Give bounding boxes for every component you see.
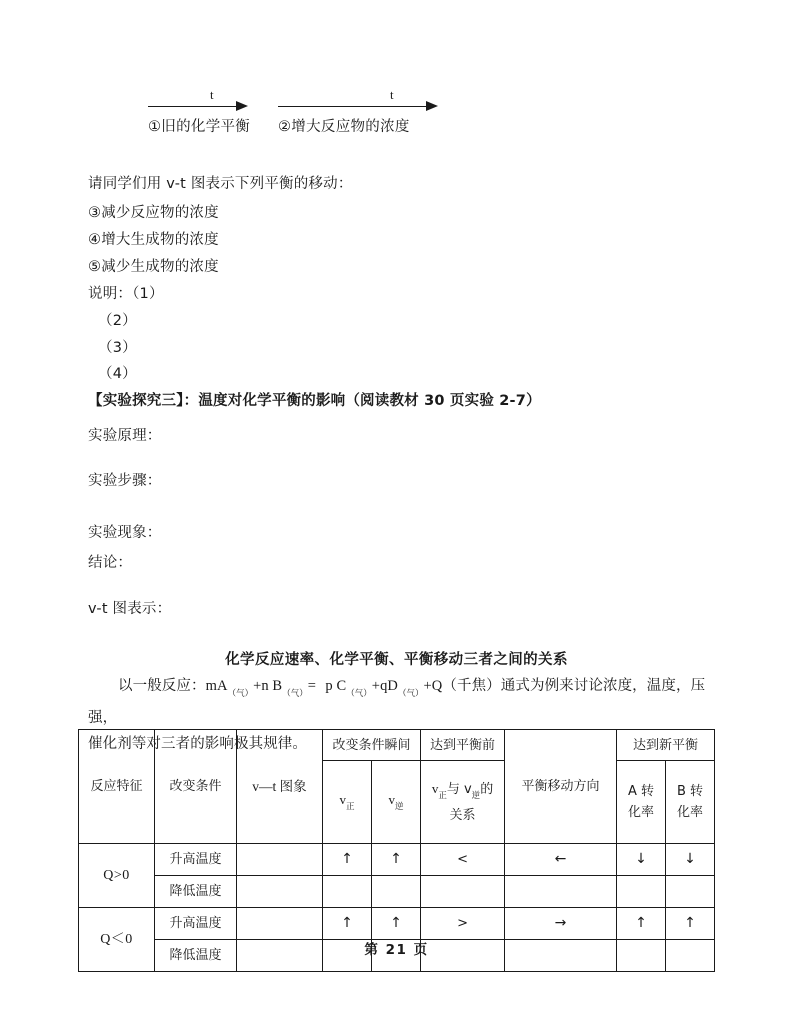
list-item-5: ⑤减少生成物的浓度 [88, 259, 219, 275]
cell-shift-direction: → [505, 908, 617, 940]
cell-condition: 升高温度 [155, 844, 237, 876]
cell-condition: 降低温度 [155, 940, 237, 972]
conv-a-line2: 化率 [628, 805, 655, 820]
relation-v-forward: v [431, 780, 439, 796]
table-row [79, 908, 715, 940]
arrow-caption-1: ①旧的化学平衡 [148, 119, 251, 135]
conv-b-line1: B 转 [676, 784, 704, 799]
cell-shift-direction [505, 876, 617, 908]
cell-conversion-a: ↑ [617, 908, 666, 940]
formula-plus-q: +Q [423, 678, 443, 694]
header-new-equilibrium-group: 达到新平衡 [617, 730, 715, 761]
formula-line2: 催化剂等对三者的影响极其规律。 [88, 735, 307, 752]
note-3: （3） [98, 340, 137, 356]
conv-a-line1: A 转 [628, 784, 655, 799]
relation-line2: 关系 [449, 808, 476, 824]
formula-product-c: p C [325, 678, 347, 694]
formula-plus-n: +n B [253, 678, 283, 694]
cell-conversion-b [666, 876, 715, 908]
experiment-heading: 【实验探究三】：温度对化学平衡的影响（阅读教材 30 页实验 2-7） [88, 393, 541, 409]
header-instant-group: 改变条件瞬间 [323, 730, 421, 761]
header-before-equilibrium-group: 达到平衡前 [421, 730, 505, 761]
arrow-line [148, 106, 236, 107]
formula-sub-b: （气） [282, 688, 308, 699]
relationship-table-wrap [78, 729, 714, 972]
cell-v-forward: ↑ [323, 844, 372, 876]
field-vt-graph: v-t 图表示： [88, 601, 172, 617]
field-experiment-phenomenon: 实验现象： [88, 525, 162, 541]
header-conversion-b [666, 761, 715, 844]
header-v-reverse [372, 761, 421, 844]
v-forward-symbol: v [339, 791, 346, 807]
field-experiment-steps: 实验步骤： [88, 473, 162, 489]
instruction-prompt: 请同学们用 v-t 图表示下列平衡的移动： [88, 176, 353, 192]
formula-equals: = [307, 678, 316, 694]
formula-sub-c: （气） [346, 688, 372, 699]
list-item-3: ③减少反应物的浓度 [88, 205, 219, 221]
arrow-graphic-1 [148, 88, 250, 114]
cell-relation: > [421, 908, 505, 940]
arrow-diagram-2 [278, 88, 410, 136]
cell-v-reverse: ↑ [372, 844, 421, 876]
cell-vt-graph [237, 908, 323, 940]
cell-conversion-b: ↑ [666, 908, 715, 940]
v-reverse-subscript: 逆 [395, 801, 404, 812]
cell-condition: 升高温度 [155, 908, 237, 940]
note-1: 说明：（1） [88, 286, 164, 302]
list-item-4: ④增大生成物的浓度 [88, 232, 219, 248]
formula-reactant-a: mA [205, 678, 228, 694]
cell-v-reverse: ↑ [372, 908, 421, 940]
cell-relation: < [421, 844, 505, 876]
relation-v-forward-subscript: 正 [438, 790, 447, 801]
cell-v-forward: ↑ [323, 908, 372, 940]
cell-shift-direction: ← [505, 844, 617, 876]
arrow-graphic-2 [278, 88, 410, 114]
table-row [79, 876, 715, 908]
header-shift-direction: 平衡移动方向 [505, 730, 617, 844]
header-conversion-a [617, 761, 666, 844]
field-experiment-principle: 实验原理： [88, 428, 162, 444]
cell-condition: 降低温度 [155, 876, 237, 908]
cell-feature-q-negative: Q＜0 [79, 908, 155, 972]
arrow-line [278, 106, 426, 107]
formula-lead: 以一般反应： [118, 678, 206, 694]
cell-conversion-b: ↓ [666, 844, 715, 876]
formula-sub-d: （气） [398, 688, 424, 699]
relation-end: 的 [480, 781, 494, 797]
page-footer: 第 21 页 [364, 942, 429, 958]
note-4: （4） [98, 366, 137, 382]
formula-plus-qd: +qD [371, 678, 398, 694]
header-v-forward [323, 761, 372, 844]
arrow-caption-2: ②增大反应物的浓度 [278, 119, 410, 135]
cell-conversion-a: ↓ [617, 844, 666, 876]
v-forward-subscript: 正 [345, 801, 355, 812]
v-reverse-symbol: v [388, 791, 395, 807]
table-header-row-1 [79, 730, 715, 761]
field-conclusion: 结论： [88, 555, 133, 571]
relationship-table [78, 729, 715, 972]
conv-b-line2: 化率 [677, 805, 704, 820]
cell-vt-graph [237, 876, 323, 908]
formula-unit: （千焦） [442, 678, 501, 694]
cell-feature-q-positive: Q>0 [79, 844, 155, 908]
cell-vt-graph [237, 844, 323, 876]
formula-sub-a: （气） [227, 688, 254, 699]
relation-v-reverse-subscript: 逆 [471, 791, 481, 802]
formula-tail: 通式为例来讨论浓度，温度，压强， [88, 678, 706, 726]
cell-v-forward [323, 876, 372, 908]
arrow-head-icon [426, 101, 438, 111]
cell-relation [421, 876, 505, 908]
relation-mid: 与 v [446, 781, 472, 797]
header-vt-graph: v—t 图象 [237, 730, 323, 844]
section-title: 化学反应速率、化学平衡、平衡移动三者之间的关系 [225, 652, 568, 668]
note-2: （2） [98, 313, 137, 329]
axis-label-t: t [390, 87, 394, 102]
arrow-diagram-row [80, 88, 720, 140]
axis-label-t: t [210, 87, 214, 102]
header-reaction-feature: 反应特征 [79, 730, 155, 844]
header-rate-relation [421, 761, 505, 844]
table-row [79, 844, 715, 876]
header-change-condition: 改变条件 [155, 730, 237, 844]
arrow-diagram-1 [148, 88, 250, 136]
cell-v-reverse [372, 876, 421, 908]
arrow-head-icon [236, 101, 248, 111]
cell-conversion-a [617, 876, 666, 908]
